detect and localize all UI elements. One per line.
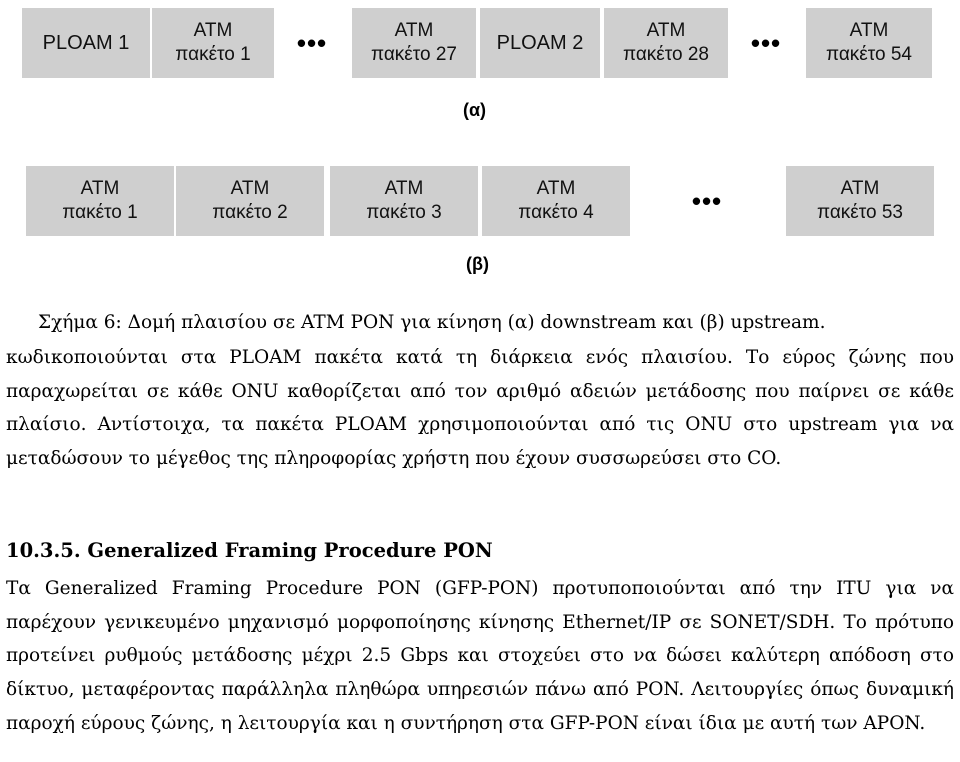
body-paragraph: Τα Generalized Framing Procedure PON (GFP-PON) προτυποποιούνται από την ITU για να παρέχουν γενικευμένο μηχανισμό μορφοποίησης κίνησης Ethernet/IP σε SONET/SDH. Το πρότυπο προτείνει ρυθμούς μετάδοσης μέχρι 2.5 Gbps και στοχεύει στο να δώσει καλύτερη απόδοση στο δίκτυο, μεταφέροντας παράλληλα πληθώρα υπηρεσιών πάνω από PON. Λειτουργίες όπως δυναμική παροχή εύρους ζώνης, η λειτουργία και η συντήρηση στα GFP-PON είναι ίδια με αυτή των APON. [6, 578, 954, 734]
section-heading: 10.3.5. Generalized Framing Procedure PON [6, 539, 493, 562]
upstream-frame [0, 166, 960, 236]
frame-cell-atm-packet-3: ATM πακέτο 3 [330, 166, 478, 236]
frame-cell-atm-packet-1: ATM πακέτο 1 [26, 166, 174, 236]
frame-cell-atm-packet-54: ATM πακέτο 54 [806, 8, 932, 78]
ellipsis-dots: ••• [750, 27, 782, 58]
frame-cell-atm-packet-2: ATM πακέτο 2 [176, 166, 324, 236]
downstream-frame [0, 8, 960, 78]
frame-cell-ploam-2: PLOAM 2 [480, 8, 600, 78]
figure-label-alpha: (α) [463, 100, 487, 120]
figure-label-beta: (β) [466, 254, 489, 274]
frame-cell-atm-packet-28: ATM πακέτο 28 [604, 8, 728, 78]
body-paragraph: κωδικοποιούνται στα PLOAM πακέτα κατά τη διάρκεια ενός πλαισίου. Το εύρος ζώνης που παραχωρείται σε κάθε ONU καθορίζεται από τον αριθμό αδειών μετάδοσης που παίρνει σε κάθε πλαίσιο. Αντίστοιχα, τα πακέτα PLOAM χρησιμοποιούνται από τις ONU στο upstream για να μεταδώσουν το μέγεθος της πληροφορίας χρήστη που έχουν συσσωρεύσει στο CO. [6, 347, 954, 470]
frame-cell-atm-packet-27: ATM πακέτο 27 [352, 8, 476, 78]
frame-cell-atm-packet-1: ATM πακέτο 1 [152, 8, 274, 78]
frame-cell-ploam-1: PLOAM 1 [22, 8, 150, 78]
frame-cell-atm-packet-4: ATM πακέτο 4 [482, 166, 630, 236]
frame-cell-atm-packet-53: ATM πακέτο 53 [786, 166, 934, 236]
ellipsis-dots: ••• [691, 185, 723, 216]
ellipsis-dots: ••• [296, 27, 328, 58]
figure-caption: Σχήμα 6: Δομή πλαισίου σε ATM PON για κίνηση (α) downstream και (β) upstream. [38, 312, 826, 333]
